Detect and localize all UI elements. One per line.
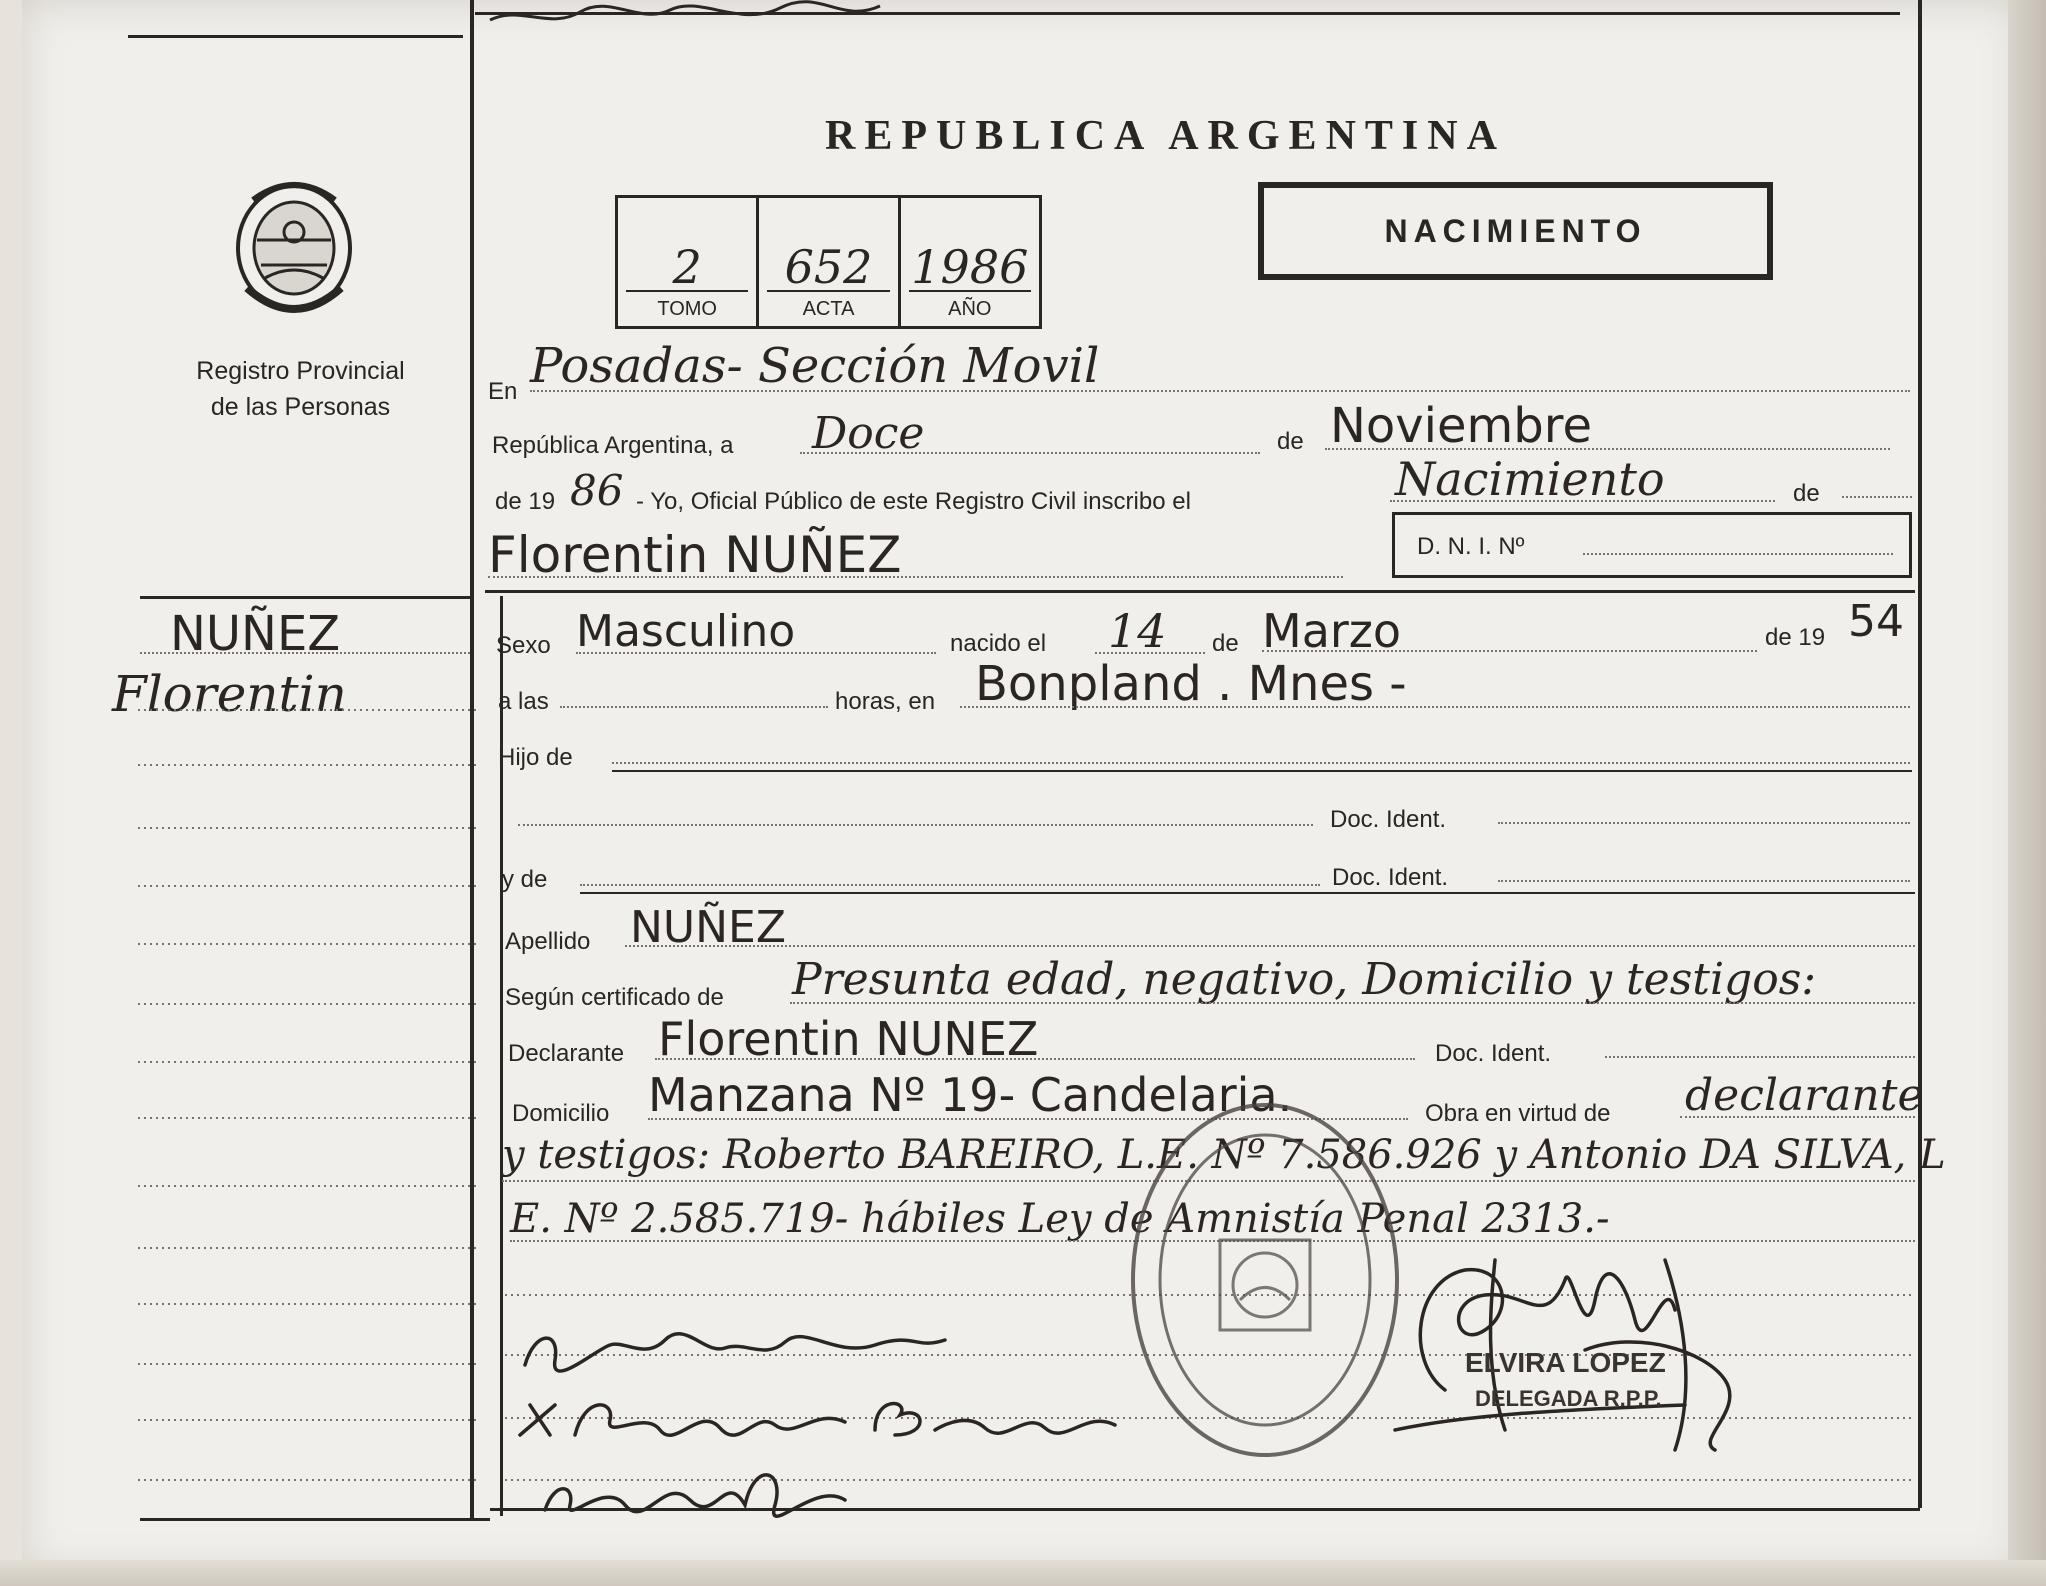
birth-day-value: 14 [1108,604,1167,658]
y-de-label: y de [502,866,548,893]
hijo-label: Hijo de [498,744,573,771]
doc-ident-line-2 [1498,880,1910,882]
declarant-witness-signatures [515,1310,1155,1520]
tomo-label: TOMO [657,298,717,320]
segun-label: Según certificado de [505,984,724,1011]
record-reference-box [615,195,1042,329]
hijo-strike [612,770,1912,772]
oficial-text: - Yo, Oficial Público de este Registro Civil inscribo el [636,488,1191,515]
ano-cell [901,198,1039,326]
officer-signature [1385,1240,1755,1480]
dni-label: D. N. I. Nº [1417,533,1525,560]
acta-value: 652 [784,240,873,294]
doc-ident-line-3 [1605,1056,1915,1058]
republica-label: República Argentina, a [492,432,734,459]
a-las-label: a las [498,688,549,715]
domicilio-value: Manzana Nº 19- Candelaria. [648,1068,1293,1122]
certificado-line [790,1002,1915,1004]
ano-label: AÑO [948,298,992,320]
top-rule [475,12,1900,15]
doc-ident-line-1 [1498,822,1910,824]
month-de-label: de [1277,428,1304,455]
father-line [518,824,1313,826]
form-section-rule [485,590,1915,593]
birth-day-line [1095,652,1205,654]
sex-line [576,652,936,654]
birth-month-line [1262,650,1757,652]
mother-strike [580,892,1915,894]
registry-name [178,353,423,425]
birth-place-line [960,706,1910,708]
doc-ident-label-3: Doc. Ident. [1435,1040,1552,1067]
obra-value: declarante [1685,1070,1924,1121]
apellido-label: Apellido [505,928,591,955]
continuation-line-1: y testigos: Roberto BAREIRO, L.E. Nº 7.586.926 y Antonio DA SILVA, L [502,1132,1946,1178]
country-title: REPUBLICA ARGENTINA [825,113,1506,159]
officer-title: DELEGADA R.P.P. [1475,1386,1662,1411]
hours-line [560,706,828,708]
month-line [1325,448,1890,450]
margin-surname: NUÑEZ [170,606,341,662]
declarante-label: Declarante [508,1040,625,1067]
bottom-left-rule [140,1518,490,1521]
right-border [1918,0,1922,1508]
margin-line [500,596,503,1516]
day-line [800,452,1260,454]
place-value: Posadas- Sección Movil [530,338,1100,394]
sex-value: Masculino [576,606,796,657]
certificado-value: Presunta edad, negativo, Domicilio y testigos: [792,954,1817,1005]
registry-name-line2: de las Personas [210,393,391,421]
misiones-coat-of-arms-icon [225,170,363,320]
dni-line [1583,553,1893,555]
day-value: Doce [812,408,925,459]
doc-ident-label-1: Doc. Ident. [1330,806,1447,833]
declarante-line [655,1058,1415,1060]
official-stamp-icon [1125,1095,1405,1465]
month-value: Noviembre [1330,398,1592,454]
full-name-value: Florentin NUÑEZ [488,526,902,584]
record-type-box: NACIMIENTO [1258,182,1773,280]
en-label: En [488,378,518,405]
officer-name: ELVIRA LOPEZ [1465,1347,1666,1378]
birth-month-value: Marzo [1262,604,1402,658]
previous-entry-signature [480,0,940,36]
year-prefix-label: de 19 [495,488,556,515]
horas-label: horas, en [835,688,936,715]
mother-line [580,884,1320,886]
birth-de-label: de [1212,630,1239,657]
act-de-line [1842,496,1912,498]
registry-name-line1: Registro Provincial [196,357,405,385]
declarante-value: Florentin NUNEZ [658,1012,1039,1066]
act-de-label: de [1793,480,1820,507]
place-line [530,390,1910,392]
book-edge-right [2008,0,2046,1586]
birth-place-value: Bonpland . Mnes - [975,656,1407,712]
top-left-rule [128,35,463,38]
act-type-value: Nacimiento [1395,452,1665,506]
birth-year-value: 54 [1848,596,1904,647]
left-section-rule [140,596,470,599]
dni-box [1392,512,1912,578]
margin-line-1 [140,652,470,654]
apellido-value: NUÑEZ [630,902,786,953]
tomo-cell [618,198,759,326]
apellido-line [625,945,1915,947]
doc-ident-label-2: Doc. Ident. [1332,864,1449,891]
tomo-value: 2 [672,240,702,294]
book-edge-bottom [0,1560,2046,1586]
margin-ruled-lines [138,700,483,1500]
hijo-line [612,762,1910,764]
act-type-line [1390,500,1775,502]
obra-label: Obra en virtud de [1425,1100,1611,1127]
birth-year-label: de 19 [1765,624,1826,651]
full-name-line [488,576,1343,578]
acta-label: ACTA [802,298,855,320]
continuation-line-2: E. Nº 2.585.719- hábiles Ley de Amnistía Penal 2313.- [510,1196,1610,1242]
ano-value: 1986 [911,240,1029,294]
margin-given-name: Florentin [112,665,347,723]
obra-line [1680,1116,1915,1118]
acta-cell [759,198,900,326]
nacido-label: nacido el [950,630,1047,657]
sexo-label: Sexo [496,632,551,659]
domicilio-label: Domicilio [512,1100,610,1127]
year-suffix-value: 86 [570,466,624,515]
